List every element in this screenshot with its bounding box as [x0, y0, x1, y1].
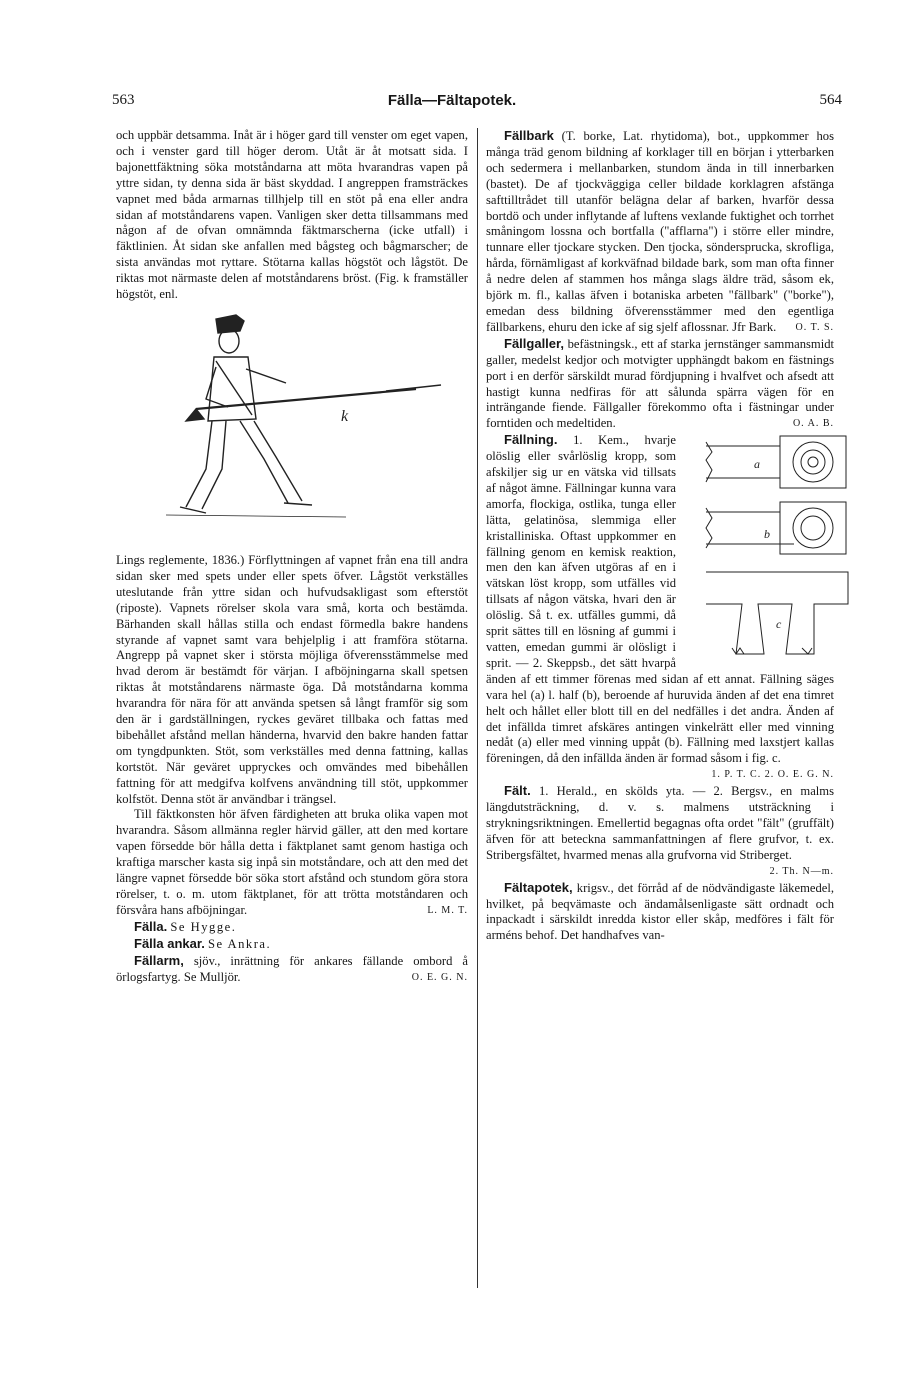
page-title: Fälla—Fältapotek.: [387, 92, 517, 109]
entry-fallbark: [486, 128, 834, 336]
entry-faltapotek: [486, 880, 834, 945]
signature-oegn-left: O. E. G. N.: [411, 971, 468, 983]
signature-lmt: L. M. T.: [427, 904, 468, 916]
headword-fallning: Fällning.: [504, 432, 558, 448]
entry-falt: [486, 783, 835, 877]
figure-label-b: b: [764, 527, 770, 542]
entry-falla-ankar-text: Se Ankra.: [207, 936, 272, 951]
headword-falt: Fält.: [504, 783, 531, 799]
entry-fallning: [486, 432, 834, 781]
left-column: [116, 128, 468, 985]
headword-fallbark: Fällbark: [504, 128, 554, 143]
signature-thnm: 2. Th. N—m.: [769, 865, 834, 877]
paragraph-bayonet-intro: och uppbär detsamma. Inåt är i höger gard till venster om eget vapen, och i venster gard till höger derom. Utåt är åt motsatt sida. I bajonettfäktning söka motståndarna att möta hvarandras vapen på yttre sidan, ty denna sida är bäst skyddad. I angreppen framsträckes vapnet med båda armarnas tillhjelp till en stöt på ena eller andra sidan af motståndarens vapen. Vanligen sker detta tillsammans med någon af de ofvan omnämnda fäktmarscherna (icke utfall) i fäktlinien. Åt sidan ske anfallen med bågsteg och bågmarscher; de sista användas mot ryttare. Stötarna kallas högstöt och lågstöt. De riktas mot närmaste delen af motståndarens bröst. (Fig. k framställer högstöt, enl.: [116, 128, 468, 302]
paragraph-bayonet-continued: Lings reglemente, 1836.) Förflyttningen af vapnet från ena till andra sidan sker med spets under eller spets öfver. Lågstöt verkställes uteslutande från yttre sidan och hufvudsakligast som efterstöt (riposte). Vapnets rörelser skola vara små, korta och bestämda. Bärhanden skall hållas stilla och endast förmedla bakre handens styrande af vapnet samt vara behjelplig i att framföra stötarna. Angrepp på vapnet sker i största möjliga öfverensstämmelse med hvad derom är bestämdt för värjan. I afböjningarna skall spetsen riktas åt motståndarens närmaste öga. Då motståndarna komma hvarandra för nära för att använda spetsen så långt framför sig som den är i gardställningen, ryckes geväret tillbaka och fattas med bibehållet afstånd mellan händerna, hvarvid den bakre handen fattar om tyngdpunkten. Stöt, som verkställes med denna fattning, kallas kortstöt. När geväret uppryckes och omvändes med bibehållen fattning för att medgifva kolfvens användning till stöt, uppkommer kolfstöt. Denna stöt är användbar i trängsel.: [116, 552, 468, 806]
timber-joint-figures: [684, 432, 834, 667]
column-divider: [477, 128, 478, 1288]
headword-fallgaller: Fällgaller,: [504, 335, 564, 351]
page-number-left: 563: [112, 92, 135, 108]
entry-fallgaller: [486, 336, 834, 432]
entry-fallning-text: 1. Kem., hvarje olöslig eller svårlöslig kropp, som afskiljer sig ur en vätska vid tillsats af något ämne. Fällningar kunna vara amorfa, flockiga, ostlika, tunga eller lätta, gelatinösa, slemmiga eller kristalliniska. Oftast uppkommer en fällning genom en kemisk reaktion, men den kan äfven utgöras af en i vätskan löst kropp, som utfälles vid tillsats af någon vätska, hvari den är olöslig. Så t. ex. utfälles gummi, då sprit sättes till en lösning af gummi i vatten, emedan gummi är olösligt i sprit. — 2. Skeppsb., det sätt hvarpå änden af ett timmer förenas med sidan af ett annat. Fällning säges vara hel (a) l. half (b), beroende af huruvida änden af det ena timret helt och hållet eller blott till en del nedfälles i det andra. Änden af det infällda timret afskäres antingen vinkelrätt eller med vinning nedåt (a) eller med vinning uppåt (b). Fällning med laxstjert kallas föreningen, då den infällda änden är formad såsom i fig. c.: [486, 433, 834, 766]
soldier-figure-k: [156, 309, 446, 549]
page-number-right: 564: [819, 92, 842, 108]
entry-falt-text: 1. Herald., en skölds yta. — 2. Bergsv., en malms längdutsträckning, d. v. s. malmens utsträckning i strykningsriktningen. Emellertid begagnas ofta ordet "fält" (gruffält) äfven för att beteckna sammanfattningen af flere grufvor, t. ex. Stribergsfältet, hvarmed menas alla grufvorna vid Striberget.: [486, 784, 835, 862]
timber-joint-diagram: [702, 432, 852, 662]
signature-oab: O. A. B.: [792, 418, 834, 430]
entry-fallbark-text: (T. borke, Lat. rhytidoma), bot., uppkommer hos många träd genom bildning af korklager till en början i ytterbarken och sedermera i mellanbarken, stundom ända in till innerbarken (bastet). De af tjockväggiga celler bildade korklagren afstänga safttilltrådet till utanför belägna delar af barken, hvarför dessa bortdö och under inflytande af luftens vexlande fuktighet och torrhet småningom lossna och bortfalla ("afflarna") i större eller mindre, tunnare eller tjockare stycken. Den tjocka, söndersprucka, skrofliga, hårda, förnämligast af korkväfnad bildade bark, som man ofta finner å nedre delen af stammen hos många slags äldre träd, såsom ek, björk m. fl., kallas äfven i botaniska arbeten "fällbark" ("borke"), emedan dess bildning öfverensstämmer med den egentliga fällbarkens, ehuru den icke af sig sjelf aflossnar. Jfr Bark.: [486, 129, 834, 334]
entry-falla-ankar: [116, 936, 468, 953]
headword-faltapotek: Fältapotek,: [504, 879, 573, 895]
right-column: [486, 128, 834, 944]
entry-fallarm-text: sjöv., inrättning för ankares fällande ombord å örlogsfartyg. Se Mulljör.: [116, 953, 469, 984]
paragraph-fencing-weapons: [116, 807, 468, 918]
figure-label-c: c: [776, 617, 782, 632]
paragraph-fencing-text: Till fäktkonsten hör äfven färdigheten att bruka olika vapen mot hvarandra. Såsom allmänna regler härvid gäller, att den med kortare vapen försedde bör hålla detta i fäktplanet samt genom hastiga och kraftiga marscher kasta sig inpå sin motståndare, och att den med det längre vapnet försedde bör söka stort afstånd och stundom göra stora rörelser, t. o. m. utom fäktplanet, för att trötta motståndaren och försvåra hans afböjningar.: [116, 807, 468, 917]
signature-ptc-oegn: 1. P. T. C. 2. O. E. G. N.: [711, 769, 834, 781]
headword-falla: Fälla.: [134, 918, 168, 934]
headword-fallarm: Fällarm,: [134, 952, 184, 968]
entry-fallgaller-text: befästningsk., ett af starka jernstänger sammansmidt galler, medelst kedjor och motvigter upphängdt bakom en fästnings port i en derför särskildt murad fördjupning i hvalfvet och afsedt att hastigt kunna nedfiras för att sålunda spärra vägen för en inträngande fiende. Fällgaller förekommo ofta i fästningar under forntiden och medeltiden.: [486, 336, 834, 431]
entry-falla: [116, 919, 468, 936]
entry-falla-text: Se Hygge.: [170, 919, 237, 934]
signature-ots: O. T. S.: [795, 321, 834, 333]
figure-label-k: k: [341, 407, 349, 425]
figure-label-a: a: [754, 457, 760, 472]
entry-fallarm: [116, 953, 468, 986]
headword-falla-ankar: Fälla ankar.: [134, 935, 205, 951]
entry-faltapotek-text: krigsv., det förråd af de nödvändigaste läkemedel, hvilket, på beqvämaste och ändamålsenligaste sätt ordnadt och inpackadt i särskildt inredda kistor eller skåp, medföres i fält för arméns behof. Det handhafves van-: [486, 880, 834, 943]
